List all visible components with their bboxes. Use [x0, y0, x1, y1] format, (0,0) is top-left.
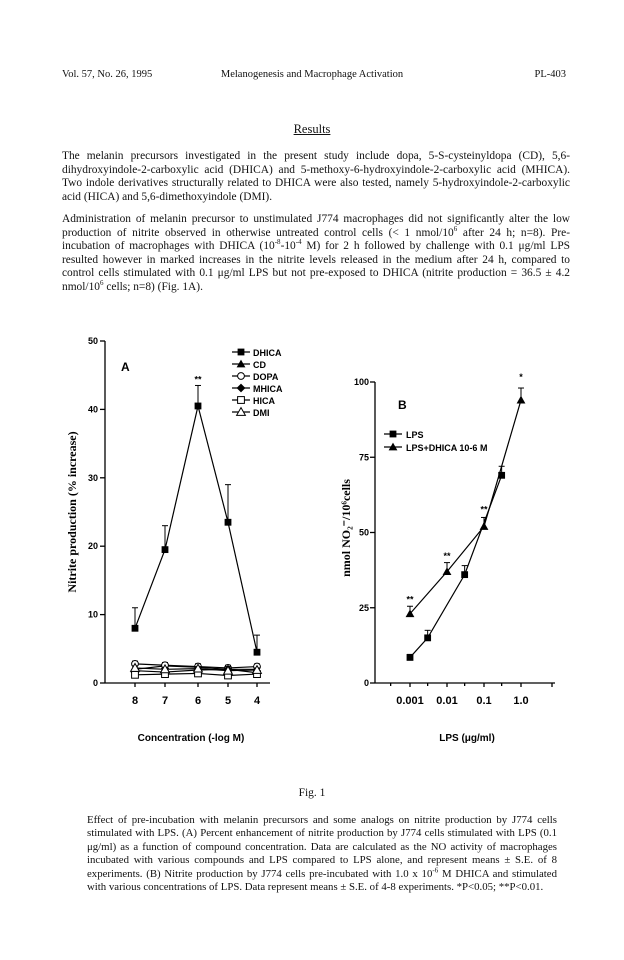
section-title: Results — [293, 122, 331, 136]
panel-a-y-tick-label: 30 — [87, 472, 98, 483]
panel-a-legend-dopa: DOPA — [253, 372, 279, 382]
caption-text-2: M DHICA and stimulated with various concentrations of LPS. Data represent means ± S.E. of 4-8 experiments. *P<0.05; **P<0.01. — [87, 867, 557, 894]
para2-sup-1: 6 — [453, 224, 458, 233]
panel-b-x-tick-label: 1.0 — [513, 695, 529, 707]
panel-a-point-dhica — [132, 625, 139, 632]
panel-b-x-axis-title: LPS (μg/ml) — [439, 733, 495, 744]
panel-b-label: B — [398, 398, 407, 412]
panel-b-line-1 — [410, 400, 521, 614]
para2-sup-4: 6 — [99, 279, 104, 288]
caption-sup: -6 — [432, 866, 439, 875]
panel-b-legend-marker-0 — [390, 431, 397, 438]
panel-b-significance-label: ** — [406, 594, 414, 605]
para2-text-1: Administration of melanin precursor to unstimulated J774 macrophages did not significantly alter the low production of nitrite observed in otherwise untreated control cells (< 1 nmol/10 — [62, 213, 570, 239]
panel-b-y-tick-label: 75 — [358, 452, 369, 463]
para2-text-2: after 24 h; n=8). Pre-incubation of macrophages with DHICA (10 — [62, 226, 570, 253]
page-number: PL-403 — [534, 69, 566, 80]
panel-a-legend-dhica: DHICA — [253, 348, 282, 358]
panel-a-significance-label: ** — [194, 374, 202, 385]
panel-a-y-tick-label: 20 — [87, 541, 98, 552]
panel-a-point-dhica — [254, 649, 261, 656]
para2-sup-3: -4 — [295, 238, 302, 247]
panel-b-x-tick-label: 0.1 — [476, 695, 492, 707]
panel-a-legend-marker-mhica — [237, 384, 246, 393]
panel-a-point-dhica — [195, 403, 202, 410]
panel-b-y-tick-label: 25 — [358, 602, 369, 613]
panel-a-legend-mhica: MHICA — [253, 384, 283, 394]
para2-text-4: M) for 2 h followed by challenge with 0.1 μg/ml LPS resulted however in marked increases in the nitrite levels released in the medium after 24 h, compared to control cells stimulated with 0.1 μg/ml LPS but not pre-exposed to DHICA (nitrite production = 36.5 ± 4.2 nmol/10 — [62, 240, 570, 293]
panel-b-legend-label-0: LPS — [406, 430, 424, 440]
panel-b-point-0 — [424, 634, 431, 641]
panel-a-y-tick-label: 10 — [87, 609, 98, 620]
panel-a-y-tick-label: 50 — [87, 336, 98, 346]
panel-a-y-tick-label: 0 — [92, 678, 98, 688]
panel-a-chart — [65, 336, 283, 744]
panel-a-legend-marker-dhica — [238, 349, 245, 356]
panel-b-y-axis-title: nmol NO₂⁻/10⁶cells — [339, 479, 353, 577]
figure-caption — [87, 814, 557, 894]
panel-a-x-axis-title: Concentration (-log M) — [137, 733, 245, 744]
caption-text-1: Effect of pre-incubation with melanin precursors and some analogs on nitrite production by J774 cells stimulated with LPS. (A) Percent enhancement of nitrite production by J774 cells stimulated with LPS (0.1 μg/ml) as a function of compound concentration. Data are calculated as the NO activity of macrophages incubated with various compounds and LPS compared to LPS alone, and represent means ± S.E. of 8 experiments. (B) Nitrite production by J774 cells pre-incubated with 1.0 x 10 — [87, 814, 557, 880]
panel-a-y-tick-label: 40 — [87, 404, 98, 415]
para2-sup-2: -8 — [274, 238, 281, 247]
panel-a-legend-dmi: DMI — [253, 408, 270, 418]
panel-b-y-tick-label: 50 — [358, 527, 369, 538]
panel-a-legend-marker-hica — [238, 397, 245, 404]
figure-label: Fig. 1 — [298, 787, 326, 799]
panel-b-chart — [339, 372, 555, 744]
running-header-left: Vol. 57, No. 26, 1995 — [62, 69, 153, 80]
panel-a-point-dhica — [162, 546, 169, 553]
panel-b-point-1 — [480, 522, 489, 530]
panel-a-point-hica — [132, 671, 139, 678]
panel-b-point-0 — [407, 654, 414, 661]
panel-b-x-tick-label: 0.001 — [396, 695, 424, 707]
panel-a-y-axis-title: Nitrite production (% increase) — [65, 431, 79, 593]
panel-b-line-0 — [410, 475, 502, 657]
para2-text-3: -10 — [280, 240, 296, 253]
paragraph-1: The melanin precursors investigated in the present study include dopa, 5-S-cysteinyldopa (CD), 5,6-dihydroxyindole-2-carboxylic acid (DHICA) and 5-methoxy-6-hydroxyindole-2-carboxylic acid (MHICA). Two indole derivatives structurally related to DHICA were also tested, namely 5-hydroxyindole-2-carboxylic acid (HICA) and 5,6-dimethoxyindole (DMI). — [62, 150, 570, 203]
panel-a-x-tick-label: 8 — [131, 695, 139, 707]
panel-b-significance-label: * — [519, 371, 523, 382]
panel-a-x-tick-label: 6 — [194, 695, 202, 707]
panel-b-y-tick-label: 100 — [353, 377, 369, 387]
panel-a-x-tick-label: 4 — [253, 695, 261, 707]
panel-b-legend-label-1: LPS+DHICA 10-6 M — [406, 443, 488, 453]
panel-a-x-tick-label: 5 — [224, 695, 232, 707]
panel-b-point-1 — [517, 396, 526, 404]
panel-a-label: A — [121, 360, 130, 374]
para2-text-5: cells; n=8) (Fig. 1A). — [103, 280, 203, 293]
panel-b-x-tick-label: 0.01 — [436, 695, 458, 707]
panel-a-point-dhica — [225, 519, 232, 526]
panel-a-x-tick-label: 7 — [161, 695, 169, 707]
panel-a-line-dhica — [135, 406, 257, 652]
running-header-title: Melanogenesis and Macrophage Activation — [220, 69, 404, 80]
panel-b-point-0 — [461, 571, 468, 578]
panel-b-y-tick-label: 0 — [363, 678, 369, 688]
panel-a-legend-marker-dopa — [238, 373, 245, 380]
panel-b-significance-label: ** — [443, 551, 451, 562]
panel-a-legend-hica: HICA — [253, 396, 275, 406]
panel-a-legend-cd: CD — [253, 360, 266, 370]
panel-b-significance-label: ** — [480, 504, 488, 515]
